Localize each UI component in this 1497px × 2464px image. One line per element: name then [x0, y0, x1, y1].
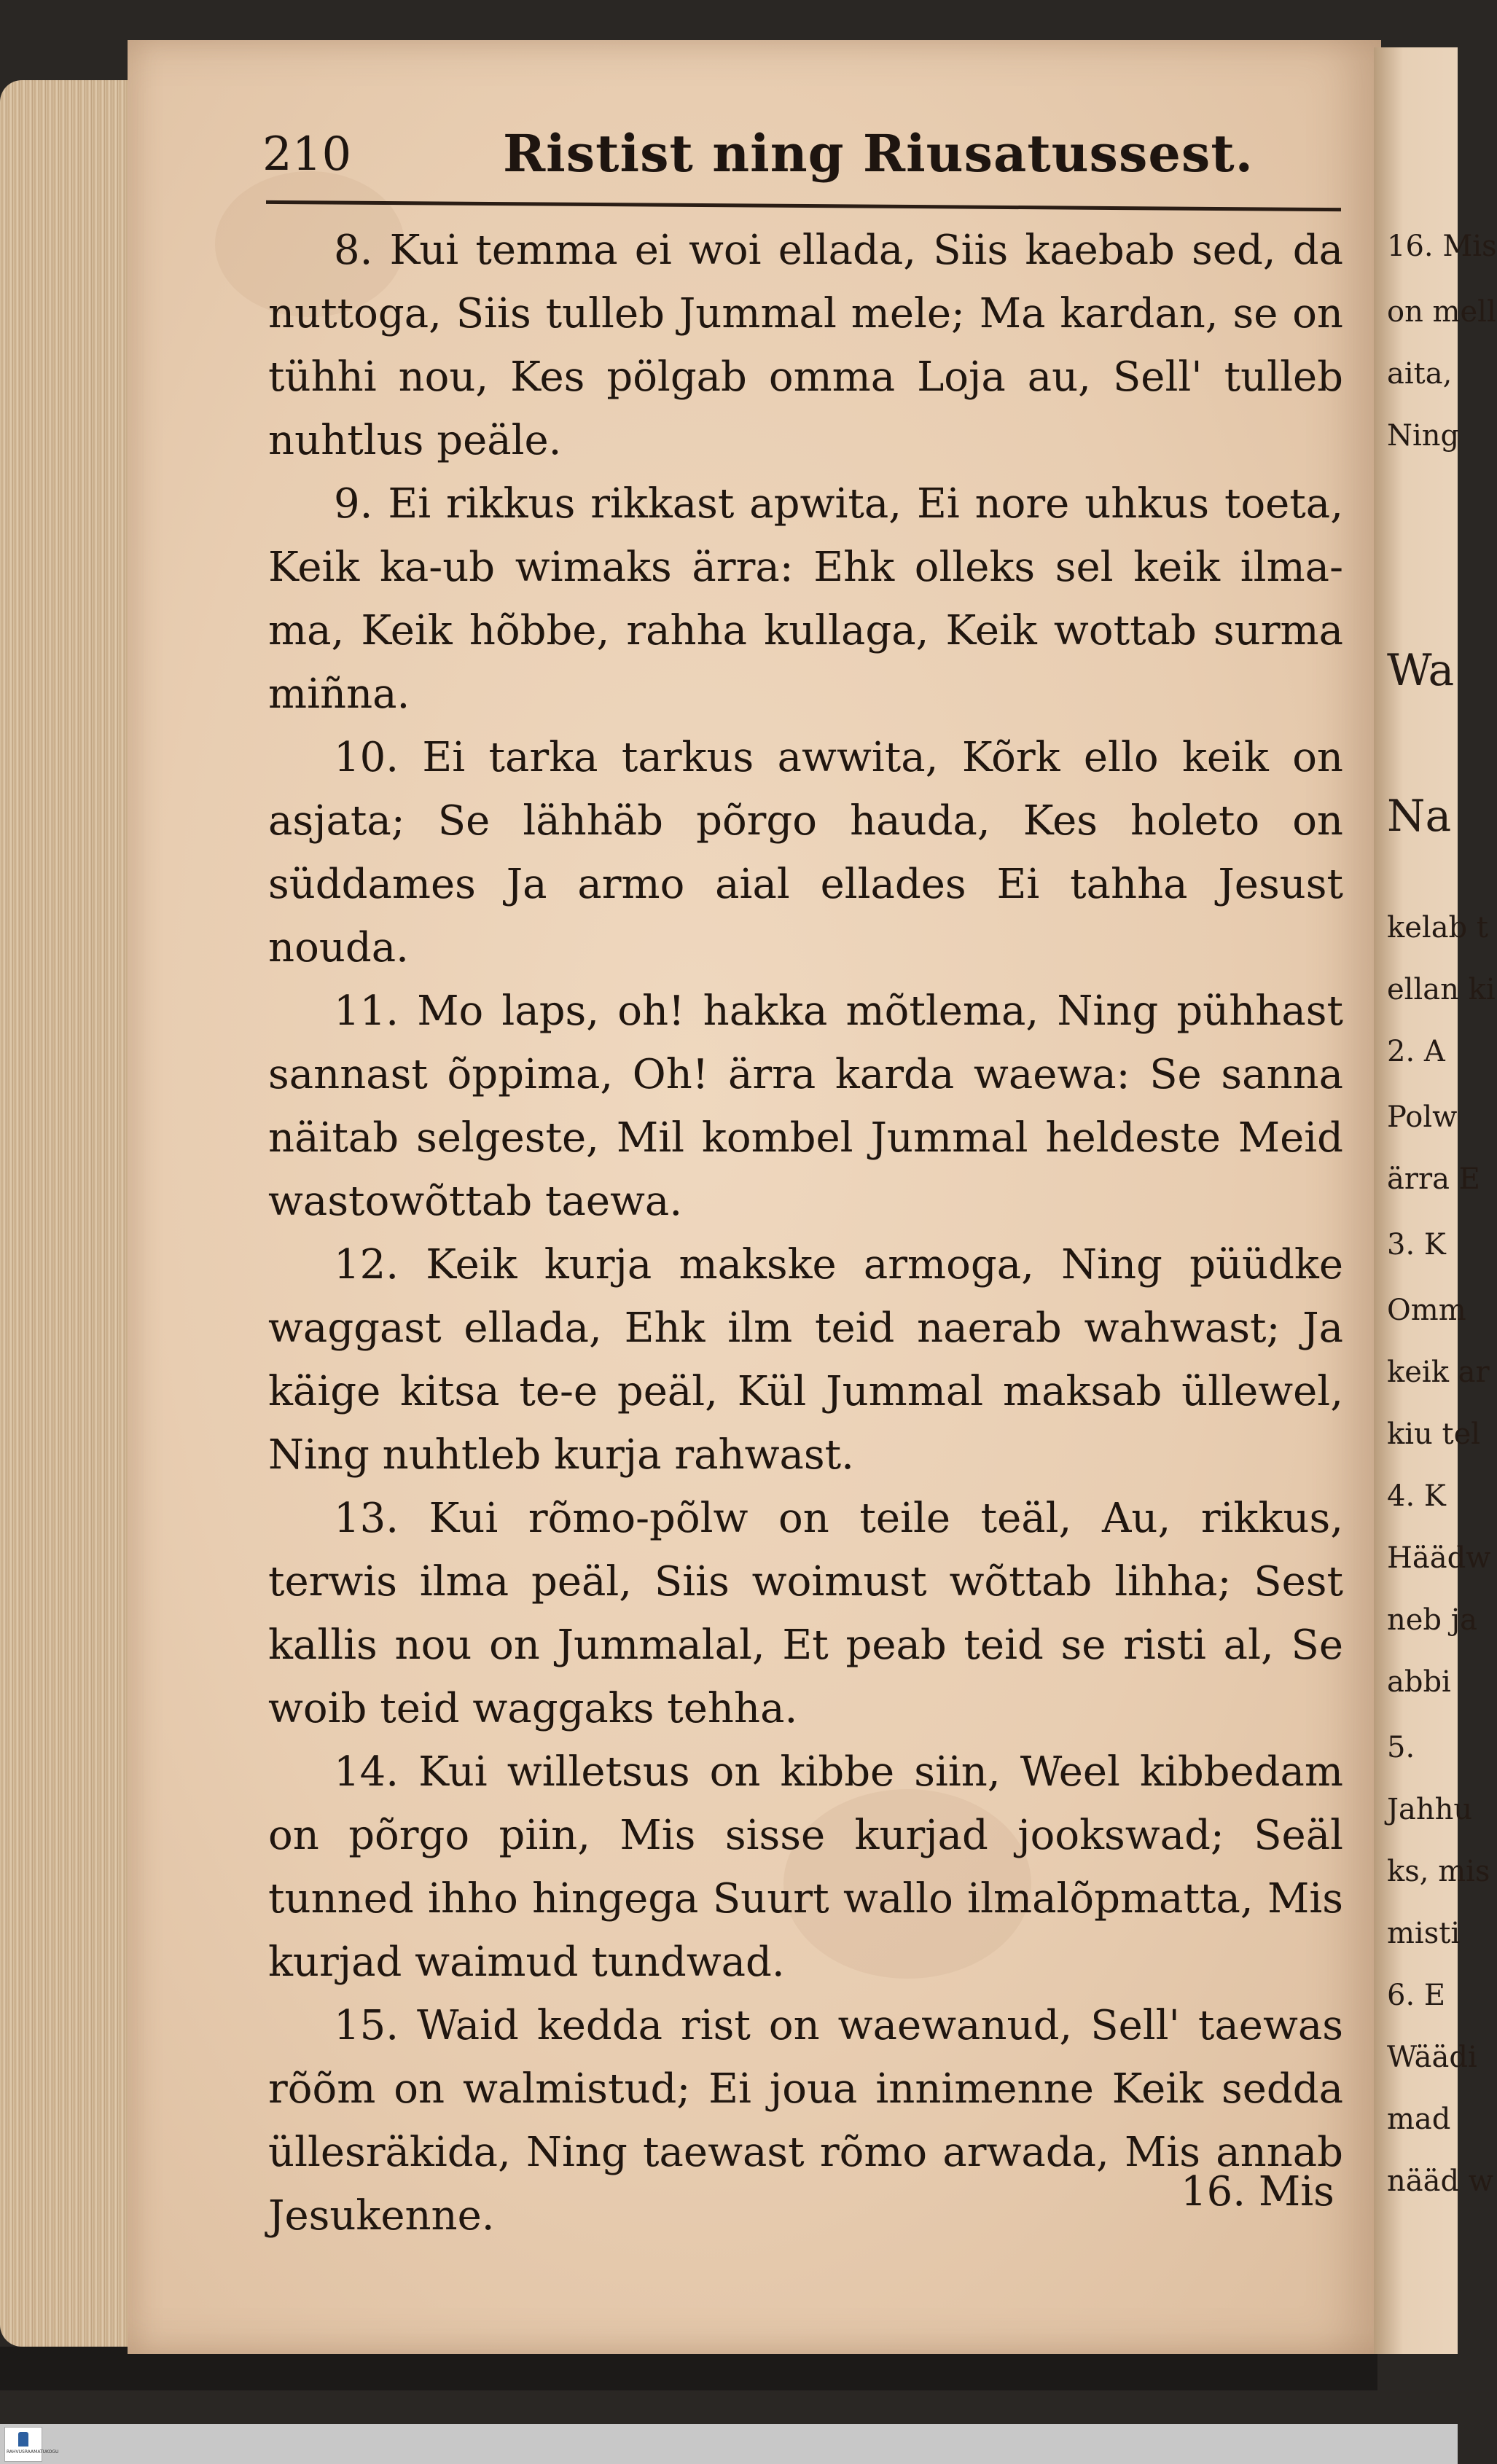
- adjacent-line: ks, mis: [1387, 1855, 1490, 1888]
- verse-11: 11. Mo laps, oh! hakka mõtlema, Ning pühhast sannast õppima, Oh! ärra karda waewa: Se sanna näitab selgeste, Mil kombel Jummal heldeste Meid wastowõttab taewa.: [268, 987, 1343, 1225]
- verse-10: 10. Ei tarka tarkus awwita, Kõrk ello keik on asjata; Se lähhäb põrgo hauda, Kes holeto on süddames Ja armo aial ellades Ei tahha Jesust nouda.: [268, 734, 1343, 971]
- adjacent-line: Na: [1387, 791, 1452, 842]
- adjacent-line: Wäädi: [1387, 2041, 1477, 2074]
- catchword: 16. Mis: [1181, 2168, 1334, 2215]
- adjacent-page-strip: [1374, 47, 1497, 2354]
- adjacent-line: Häädw: [1387, 1541, 1491, 1575]
- adjacent-line: 3. K: [1387, 1228, 1446, 1262]
- adjacent-line: kiu tel: [1387, 1417, 1481, 1451]
- verse-9: 9. Ei rikkus rikkast apwita, Ei nore uhkus toeta, Keik ka-ub wimaks ärra: Ehk olleks sel keik ilma-ma, Keik hõbbe, rahha kullaga, Keik wottab surma miñna.: [268, 480, 1343, 718]
- scanner-footer-bar: [0, 2424, 1458, 2464]
- adjacent-line: abbi: [1387, 1665, 1451, 1699]
- adjacent-line: 6. E: [1387, 1979, 1446, 2012]
- page-number: 210: [262, 128, 352, 181]
- adjacent-line: nääd w: [1387, 2164, 1494, 2198]
- adjacent-line: Jahhu: [1387, 1793, 1473, 1826]
- adjacent-line: mad: [1387, 2103, 1451, 2136]
- adjacent-line: Polw: [1387, 1100, 1458, 1134]
- library-logo: [4, 2427, 59, 2462]
- adjacent-line: aita,: [1387, 357, 1453, 391]
- hymn-text: [268, 219, 1343, 2248]
- verse-12: 12. Keik kurja makske armoga, Ning püüdke waggast ellada, Ehk ilm teid naerab wahwast; Ja käige kitsa te-e peäl, Kül Jummal maksab üllewel, Ning nuhtleb kurja rahwast.: [268, 1241, 1343, 1479]
- verse-14: 14. Kui willetsus on kibbe siin, Weel kibbedam on põrgo piin, Mis sisse kurjad jookswad; Seäl tunned ihho hingega Suurt wallo ilmalõpmatta, Mis kurjad waimud tundwad.: [268, 1748, 1343, 1986]
- adjacent-line: kelab t: [1387, 911, 1488, 944]
- adjacent-line: 4. K: [1387, 1479, 1446, 1513]
- adjacent-line: Wa: [1387, 645, 1455, 696]
- adjacent-line: neb ja: [1387, 1603, 1478, 1637]
- verse-15: 15. Waid kedda rist on waewanud, Sell' taewas rõõm on walmistud; Ei joua innimenne Keik sedda üllesräkida, Ning taewast rõmo arwada, Mis annab Jesukenne.: [268, 2002, 1343, 2240]
- adjacent-line: ärra E: [1387, 1162, 1480, 1196]
- running-title: Ristist ning Riusatussest.: [503, 123, 1254, 184]
- book-page-edges: [0, 80, 135, 2347]
- library-logo-icon: [18, 2432, 28, 2447]
- adjacent-line: on mell: [1387, 295, 1496, 329]
- adjacent-line: misti: [1387, 1917, 1461, 1950]
- library-logo-text: RAHVUSRAAMATUKOGU: [7, 2449, 59, 2455]
- page-header: [262, 123, 1356, 186]
- verse-8: 8. Kui temma ei woi ellada, Siis kaebab sed, da nuttoga, Siis tulleb Jummal mele; Ma kardan, se on tühhi nou, Kes pölgab omma Loja au, Sell' tulleb nuhtlus peäle.: [268, 227, 1343, 464]
- adjacent-line: Omm: [1387, 1294, 1466, 1327]
- verse-13: 13. Kui rõmo-põlw on teile teäl, Au, rikkus, terwis ilma peäl, Siis woimust wõttab lihha; Sest kallis nou on Jummalal, Et peab teid se risti al, Se woib teid waggaks tehha.: [268, 1495, 1343, 1732]
- adjacent-line: ellan ki: [1387, 973, 1496, 1006]
- adjacent-line: 16. Mis: [1387, 230, 1497, 263]
- adjacent-line: keik ar: [1387, 1356, 1490, 1389]
- adjacent-line: 2. A: [1387, 1035, 1445, 1068]
- adjacent-line: Ning: [1387, 419, 1460, 453]
- adjacent-line: 5.: [1387, 1731, 1415, 1764]
